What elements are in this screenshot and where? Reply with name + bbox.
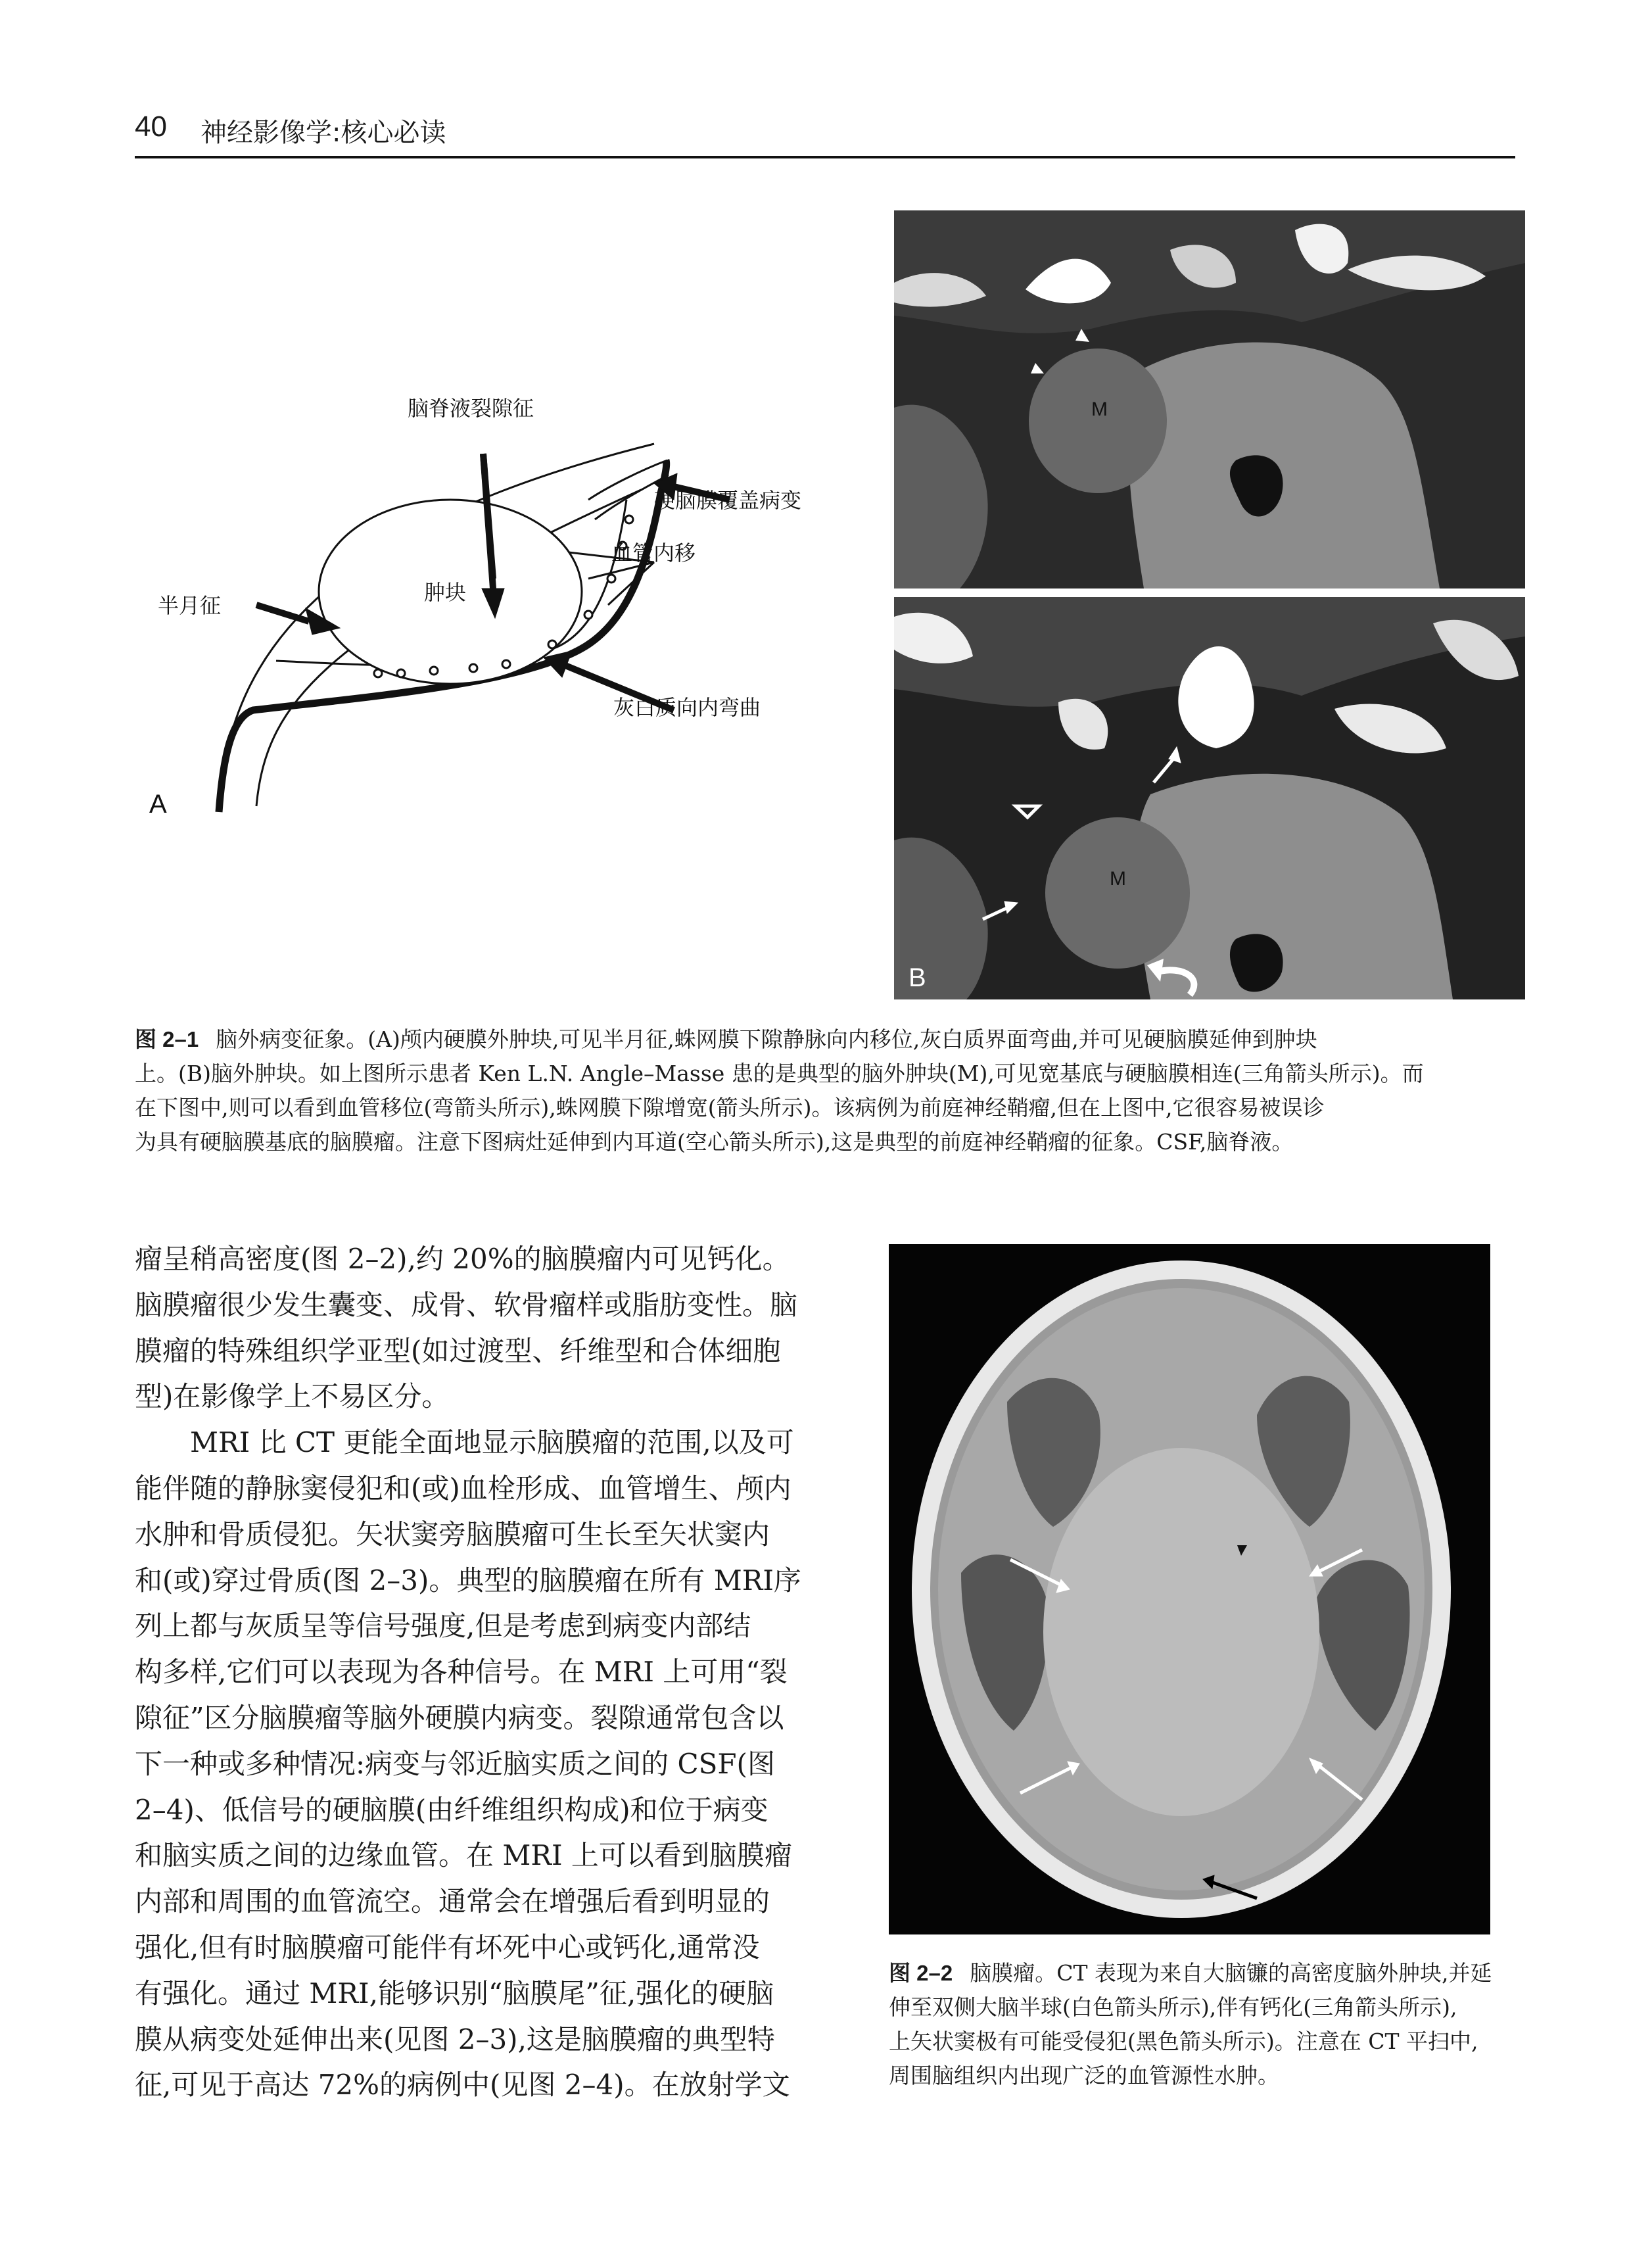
body-line: 有强化。通过 MRI,能够识别“脑膜尾”征,强化的硬脑 bbox=[135, 1977, 774, 2009]
body-line: MRI 比 CT 更能全面地显示脑膜瘤的范围,以及可 bbox=[190, 1426, 794, 1459]
panel-b-label: B bbox=[909, 963, 926, 992]
ct-axial-brain bbox=[889, 1244, 1490, 1934]
body-line: 强化,但有时脑膜瘤可能伴有坏死中心或钙化,通常没 bbox=[135, 1931, 760, 1963]
body-line: 内部和周围的血管流空。通常会在增强后看到明显的 bbox=[135, 1885, 770, 1918]
caption-line: 图 2–2 脑膜瘤。CT 表现为来自大脑镰的高密度脑外肿块,并延 bbox=[889, 1960, 1492, 1986]
body-line: 征,可见于高达 72%的病例中(见图 2–4)。在放射学文 bbox=[135, 2069, 790, 2102]
body-line: 构多样,它们可以表现为各种信号。在 MRI 上可用“裂 bbox=[135, 1656, 788, 1689]
caption-line: 图 2–1 脑外病变征象。(A)颅内硬膜外肿块,可见半月征,蛛网膜下隙静脉向内移位,灰白质界面弯曲,并可见硬脑膜延伸到肿块 bbox=[135, 1026, 1317, 1052]
mri-top-image bbox=[894, 210, 1525, 589]
caption-line: 周围脑组织内出现广泛的血管源性水肿。 bbox=[889, 2063, 1279, 2088]
body-line: 能伴随的静脉窦侵犯和(或)血栓形成、血管增生、颅内 bbox=[135, 1472, 791, 1504]
body-line: 和(或)穿过骨质(图 2–3)。典型的脑膜瘤在所有 MRI序 bbox=[135, 1564, 801, 1597]
page-number: 40 bbox=[135, 110, 167, 143]
body-line: 水肿和骨质侵犯。矢状窦旁脑膜瘤可生长至矢状窦内 bbox=[135, 1518, 770, 1550]
body-line: 瘤呈稍高密度(图 2–2),约 20%的脑膜瘤内可见钙化。 bbox=[135, 1243, 790, 1275]
mri-top-label-m: M bbox=[1091, 398, 1108, 420]
figure-2-2-ct-image bbox=[889, 1244, 1490, 1934]
diagram-label-vessel-shift: 血管内移 bbox=[611, 540, 696, 565]
figure-2-1-panel-b-mri-top bbox=[894, 210, 1525, 589]
figure-2-1-panel-a-diagram bbox=[135, 210, 884, 1006]
caption-line: 伸至双侧大脑半球(白色箭头所示),伴有钙化(三角箭头所示), bbox=[889, 1994, 1457, 2020]
diagram-label-crescent: 半月征 bbox=[158, 593, 222, 618]
body-line: 下一种或多种情况:病变与邻近脑实质之间的 CSF(图 bbox=[135, 1747, 775, 1780]
mri-bottom-label-m: M bbox=[1110, 868, 1126, 890]
diagram-label-csf-cleft: 脑脊液裂隙征 bbox=[408, 396, 534, 421]
panel-a-label: A bbox=[149, 790, 167, 819]
body-line: 2–4)、低信号的硬脑膜(由纤维组织构成)和位于病变 bbox=[135, 1793, 768, 1826]
figure-2-1-number: 图 2–1 bbox=[135, 1027, 199, 1051]
figure-2-2-number: 图 2–2 bbox=[889, 1961, 953, 1985]
caption-line: 上矢状窦极有可能受侵犯(黑色箭头所示)。注意在 CT 平扫中, bbox=[889, 2029, 1478, 2054]
body-line: 和脑实质之间的边缘血管。在 MRI 上可以看到脑膜瘤 bbox=[135, 1839, 792, 1872]
body-line: 列上都与灰质呈等信号强度,但是考虑到病变内部结 bbox=[135, 1610, 751, 1643]
diagram-label-mass: 肿块 bbox=[424, 580, 467, 605]
body-text-column bbox=[135, 1236, 858, 2108]
body-line: 膜瘤的特殊组织学亚型(如过渡型、纤维型和合体细胞 bbox=[135, 1334, 781, 1367]
running-head-title: 神经影像学:核心必读 bbox=[201, 118, 446, 148]
body-line: 膜从病变处延伸出来(见图 2–3),这是脑膜瘤的典型特 bbox=[135, 2023, 775, 2055]
body-line: 脑膜瘤很少发生囊变、成骨、软骨瘤样或脂肪变性。脑 bbox=[135, 1288, 798, 1321]
body-line: 型)在影像学上不易区分。 bbox=[135, 1380, 450, 1413]
caption-line: 在下图中,则可以看到血管移位(弯箭头所示),蛛网膜下隙增宽(箭头所示)。该病例为前庭神经鞘瘤,但在上图中,它很容易被误诊 bbox=[135, 1095, 1325, 1120]
header-rule bbox=[135, 156, 1515, 158]
diagram-label-gray-white: 灰白质向内弯曲 bbox=[613, 695, 761, 720]
figure-2-1-caption bbox=[135, 1022, 1515, 1159]
caption-line: 为具有硬脑膜基底的脑膜瘤。注意下图病灶延伸到内耳道(空心箭头所示),这是典型的前庭神经鞘瘤的征象。CSF,脑脊液。 bbox=[135, 1129, 1294, 1155]
figure-2-2-caption bbox=[889, 1956, 1517, 2093]
mri-bottom-image bbox=[894, 597, 1525, 999]
extra-axial-signs-diagram bbox=[135, 210, 884, 1006]
caption-line: 上。(B)脑外肿块。如上图所示患者 Ken L.N. Angle–Masse 患的是典型的脑外肿块(M),可见宽基底与硬脑膜相连(三角箭头所示)。而 bbox=[135, 1061, 1424, 1086]
diagram-label-dural-cover: 硬脑膜覆盖病变 bbox=[654, 488, 802, 513]
body-line: 隙征”区分脑膜瘤等脑外硬膜内病变。裂隙通常包含以 bbox=[135, 1701, 784, 1734]
figure-2-1-panel-b-mri-bottom bbox=[894, 597, 1525, 999]
